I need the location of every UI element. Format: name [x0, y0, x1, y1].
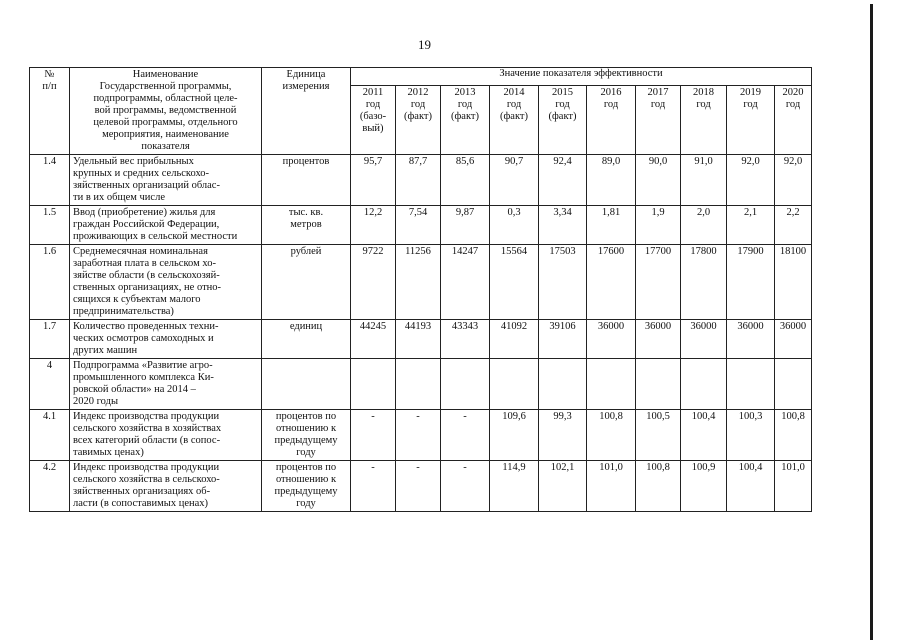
indicator-value [539, 155, 587, 206]
indicator-value [681, 206, 727, 245]
indicator-value [351, 245, 396, 320]
header-values-group-text: Значение показателя эффективности [499, 68, 663, 79]
row-number-text: 1.6 [42, 246, 57, 257]
indicator-value [396, 155, 441, 206]
header-name-text: Наименование Государственной программы, подпрограммы, областной целе- вой программы, ведомственной целевой программы, отдельного мероприятия, наименование показателя [93, 69, 238, 152]
indicator-value [775, 410, 812, 461]
indicator-value [539, 245, 587, 320]
header-year [587, 85, 636, 154]
indicator-value-text: 92,0 [741, 156, 760, 167]
row-number [30, 410, 70, 461]
header-year [727, 85, 775, 154]
indicator-value-text: 100,3 [738, 411, 763, 422]
indicator-value-text: 18100 [779, 246, 807, 257]
indicator-value [441, 410, 490, 461]
indicator-value-text: 11256 [405, 246, 431, 257]
unit-of-measure [262, 155, 351, 206]
indicator-value [587, 461, 636, 512]
header-year-text: 2015 год (факт) [548, 86, 577, 122]
header-year-text: 2019 год [740, 86, 761, 110]
indicator-value-text: 36000 [779, 321, 807, 332]
indicator-value [396, 320, 441, 359]
indicator-value [396, 245, 441, 320]
indicator-value-text: 43343 [451, 321, 479, 332]
indicator-name [70, 206, 262, 245]
indicator-value-text: 9,87 [455, 207, 475, 218]
indicator-value [636, 461, 681, 512]
indicator-value [587, 245, 636, 320]
header-unit-text: Единица измерения [282, 69, 330, 92]
unit-of-measure [262, 320, 351, 359]
indicator-value-text: 1,9 [651, 207, 665, 218]
indicators-table [29, 67, 812, 512]
indicator-value-text: 0,3 [507, 207, 521, 218]
header-year-text: 2014 год (факт) [499, 86, 528, 122]
indicator-value [587, 320, 636, 359]
indicator-name-text: Индекс производства продукции сельского хозяйства в сельскохо- зяйственных организациях об- ласти (в сопоставимых ценах) [73, 462, 220, 509]
unit-of-measure-text: процентов по отношению к предыдущему году [274, 462, 338, 509]
header-year-text: 2013 год (факт) [450, 86, 479, 122]
row-number-text: 1.4 [42, 156, 57, 167]
indicator-value-text: - [463, 462, 467, 473]
header-year-text: 2017 год [647, 86, 669, 110]
indicator-name-text: Индекс производства продукции сельского хозяйства в хозяйствах всех категорий области (в сопос- тавимых ценах) [73, 411, 222, 458]
header-year [775, 85, 812, 154]
indicator-value-text: 1,81 [601, 207, 621, 218]
table-row [30, 245, 812, 320]
indicator-value [681, 461, 727, 512]
indicator-value [727, 359, 775, 410]
indicator-value-text: 89,0 [601, 156, 621, 167]
indicator-name-text: Ввод (приобретение) жилья для граждан Российской Федерации, проживающих в сельской местности [73, 207, 238, 242]
indicator-value [775, 206, 812, 245]
indicator-value [775, 155, 812, 206]
indicator-value-text: 2,1 [743, 207, 758, 218]
indicator-name [70, 320, 262, 359]
unit-of-measure [262, 410, 351, 461]
indicator-value [727, 320, 775, 359]
unit-of-measure-text: единиц [289, 321, 323, 332]
header-year-text: 2012 год (факт) [403, 86, 432, 122]
indicator-value-text: - [371, 462, 375, 473]
indicator-name-text: Среднемесячная номинальная заработная плата в сельском хо- зяйстве области (в сельскохозяй- ственных организациях, не отно- сящихся к субъектам малого предпринимательства) [73, 246, 222, 317]
indicator-value-text: 100,8 [599, 411, 623, 422]
indicator-value-text: 41092 [500, 321, 528, 332]
table-row [30, 155, 812, 206]
header-year-text: 2011 год (базо- вый) [359, 86, 387, 134]
header-no-text: № п/п [42, 69, 57, 92]
indicator-value-text: 2,2 [786, 207, 800, 218]
header-year [539, 85, 587, 154]
indicator-value [775, 320, 812, 359]
row-number-text: 1.5 [42, 207, 57, 218]
indicator-value-text: 36000 [737, 321, 764, 332]
indicator-value [539, 206, 587, 245]
indicator-value-text: 44193 [404, 321, 432, 332]
row-number [30, 461, 70, 512]
indicator-value [587, 410, 636, 461]
indicator-value-text: - [371, 411, 375, 422]
indicator-value [351, 320, 396, 359]
indicator-value-text: 100,4 [738, 462, 763, 473]
indicator-value [681, 410, 727, 461]
indicator-value [727, 410, 775, 461]
table-row [30, 410, 812, 461]
indicator-value-text: - [463, 411, 467, 422]
table-row [30, 359, 812, 410]
header-no [30, 68, 70, 155]
header-year-text: 2016 год [600, 86, 622, 110]
indicator-value [587, 359, 636, 410]
table-body [30, 155, 812, 512]
header-values-group [351, 68, 812, 86]
indicator-value [775, 359, 812, 410]
indicator-value [490, 320, 539, 359]
indicator-value [636, 206, 681, 245]
indicator-value [396, 359, 441, 410]
indicator-value [490, 359, 539, 410]
indicator-value [727, 155, 775, 206]
indicator-value [727, 206, 775, 245]
indicator-value [490, 410, 539, 461]
header-year [681, 85, 727, 154]
indicator-value [681, 359, 727, 410]
indicator-value-text: 99,3 [553, 411, 572, 422]
row-number [30, 206, 70, 245]
row-number [30, 359, 70, 410]
row-number-text: 1.7 [42, 321, 57, 332]
indicator-value-text: 17503 [549, 246, 576, 257]
indicator-name [70, 155, 262, 206]
indicator-value-text: 100,4 [691, 411, 716, 422]
indicator-value [681, 245, 727, 320]
indicator-value-text: 100,9 [691, 462, 716, 473]
row-number-text: 4 [46, 360, 53, 371]
indicator-value [490, 206, 539, 245]
indicator-value-text: 90,7 [504, 156, 524, 167]
unit-of-measure [262, 245, 351, 320]
indicator-value [636, 155, 681, 206]
table-row [30, 320, 812, 359]
indicator-value [587, 155, 636, 206]
indicator-value-text: 109,6 [502, 411, 526, 422]
indicator-value [539, 359, 587, 410]
indicator-value-text: 101,0 [599, 462, 623, 473]
indicator-value [775, 245, 812, 320]
indicator-value-text: 100,5 [646, 411, 670, 422]
indicator-value-text: 92,4 [553, 156, 572, 167]
header-year [351, 85, 396, 154]
header-year [441, 85, 490, 154]
indicator-name [70, 410, 262, 461]
indicator-value-text: 36000 [644, 321, 672, 332]
indicator-value [441, 206, 490, 245]
indicator-value [636, 245, 681, 320]
indicator-value-text: 14247 [451, 246, 479, 257]
indicator-value-text: 92,0 [783, 156, 803, 167]
indicator-value [441, 155, 490, 206]
indicator-value [727, 461, 775, 512]
indicator-value-text: 85,6 [455, 156, 475, 167]
indicator-value [351, 206, 396, 245]
indicator-value-text: 91,0 [694, 156, 713, 167]
indicator-value [681, 320, 727, 359]
indicator-value [396, 410, 441, 461]
indicator-value-text: 17700 [644, 246, 672, 257]
indicator-value [539, 461, 587, 512]
indicator-value-text: 36000 [597, 321, 625, 332]
indicator-value [539, 410, 587, 461]
row-number-text: 4.2 [42, 462, 57, 473]
indicator-value-text: 17800 [690, 246, 717, 257]
indicator-value [681, 155, 727, 206]
indicator-value-text: 36000 [690, 321, 717, 332]
row-number [30, 320, 70, 359]
indicator-value [351, 410, 396, 461]
indicator-value [490, 461, 539, 512]
indicator-value-text: 12,2 [363, 207, 383, 218]
indicator-value-text: 95,7 [363, 156, 383, 167]
unit-of-measure-text: процентов [282, 156, 330, 167]
indicator-value [490, 245, 539, 320]
indicator-value-text: 87,7 [408, 156, 428, 167]
indicator-value-text: 101,0 [781, 462, 805, 473]
indicator-value [775, 461, 812, 512]
header-unit [262, 68, 351, 155]
indicator-value [587, 206, 636, 245]
table-row [30, 206, 812, 245]
indicator-value [490, 155, 539, 206]
unit-of-measure [262, 461, 351, 512]
indicator-value [441, 461, 490, 512]
header-year-text: 2018 год [693, 86, 714, 110]
indicator-name [70, 359, 262, 410]
indicator-value [351, 155, 396, 206]
indicator-value-text: 90,0 [648, 156, 668, 167]
indicator-value-text: - [416, 462, 420, 473]
indicator-name [70, 245, 262, 320]
unit-of-measure-text: тыс. кв. метров [288, 207, 324, 230]
header-year [636, 85, 681, 154]
indicator-value-text: 100,8 [646, 462, 670, 473]
row-number [30, 155, 70, 206]
unit-of-measure-text: рублей [290, 246, 322, 257]
indicator-value [351, 359, 396, 410]
indicator-value-text: 15564 [500, 246, 528, 257]
indicator-value-text: 2,0 [696, 207, 711, 218]
indicator-value [441, 320, 490, 359]
indicator-value-text: 7,54 [408, 207, 428, 218]
indicator-value-text: 102,1 [550, 462, 575, 473]
indicator-value [727, 245, 775, 320]
indicator-value-text: 3,34 [553, 207, 572, 218]
indicator-value [441, 359, 490, 410]
unit-of-measure [262, 206, 351, 245]
indicator-name-text: Подпрограмма «Развитие агро- промышленного комплекса Ки- ровской области» на 2014 – 2020 годы [73, 360, 214, 407]
indicator-name [70, 461, 262, 512]
indicator-value-text: 114,9 [502, 462, 526, 473]
indicator-value [636, 359, 681, 410]
row-number-text: 4.1 [42, 411, 57, 422]
indicator-value-text: - [416, 411, 420, 422]
indicator-name-text: Удельный вес прибыльных крупных и средних сельскохо- зяйственных организаций облас- ти в их общем числе [73, 156, 220, 203]
header-name [70, 68, 262, 155]
indicator-value-text: 100,8 [781, 411, 805, 422]
row-number [30, 245, 70, 320]
indicator-value [636, 320, 681, 359]
indicator-value [351, 461, 396, 512]
header-year-text: 2020 год [782, 86, 804, 110]
header-year [490, 85, 539, 154]
indicator-name-text: Количество проведенных техни- ческих осмотров самоходных и других машин [73, 321, 219, 356]
indicator-value [396, 461, 441, 512]
table-row [30, 461, 812, 512]
indicator-value [539, 320, 587, 359]
header-year [396, 85, 441, 154]
page-number: 19 [418, 37, 431, 52]
indicator-value [396, 206, 441, 245]
indicator-value-text: 9722 [362, 246, 384, 257]
unit-of-measure [262, 359, 351, 410]
indicator-value-text: 44245 [359, 321, 387, 332]
page-edge-rule [870, 4, 873, 640]
indicator-value-text: 39106 [549, 321, 576, 332]
indicator-value [636, 410, 681, 461]
unit-of-measure-text: процентов по отношению к предыдущему году [274, 411, 338, 458]
indicator-value [441, 245, 490, 320]
indicator-value-text: 17900 [737, 246, 764, 257]
indicator-value-text: 17600 [597, 246, 625, 257]
